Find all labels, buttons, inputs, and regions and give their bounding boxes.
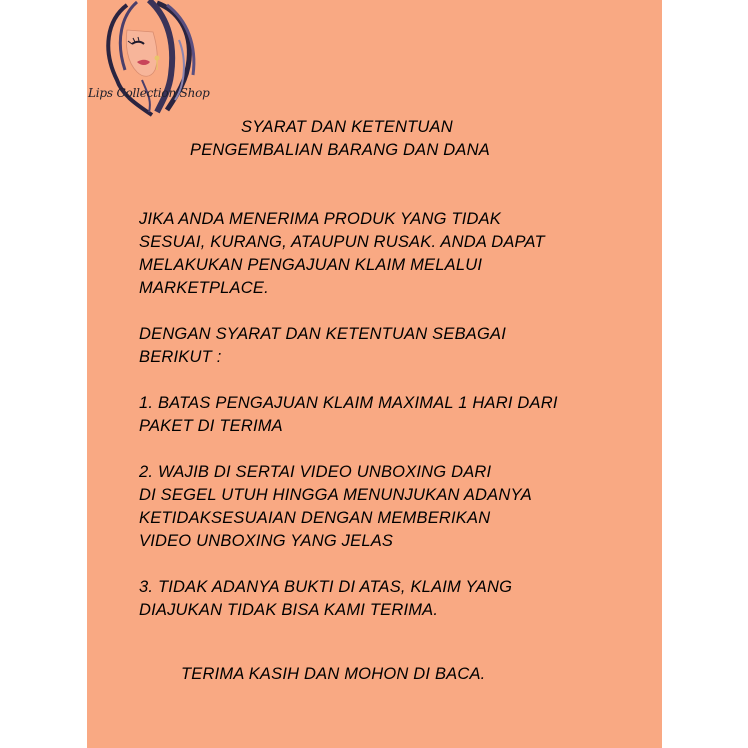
title-line-1: SYARAT DAN KETENTUAN (241, 118, 453, 136)
text-line: 3. TIDAK ADANYA BUKTI DI ATAS, KLAIM YANG (139, 578, 513, 596)
text-line: KETIDAKSESUAIAN DENGAN MEMBERIKAN (139, 509, 491, 527)
title-line-2: PENGEMBALIAN BARANG DAN DANA (190, 141, 490, 159)
text-line: DI SEGEL UTUH HINGGA MENUNJUKAN ADANYA (139, 486, 532, 504)
terms-intro-paragraph (139, 323, 659, 369)
text-line: SESUAI, KURANG, ATAUPUN RUSAK. ANDA DAPAT (139, 233, 545, 251)
text-line: PAKET DI TERIMA (139, 417, 283, 435)
spacer (139, 553, 659, 576)
text-line: DENGAN SYARAT DAN KETENTUAN SEBAGAI (139, 325, 507, 343)
text-line: 1. BATAS PENGAJUAN KLAIM MAXIMAL 1 HARI DARI (139, 394, 558, 412)
text-line: BERIKUT : (139, 348, 222, 366)
shop-name: Lips Collection Shop (88, 86, 210, 100)
text-line: MELAKUKAN PENGAJUAN KLAIM MELALUI (139, 256, 483, 274)
spacer (139, 300, 659, 323)
text-line: MARKETPLACE. (139, 279, 269, 297)
text-line: 2. WAJIB DI SERTAI VIDEO UNBOXING DARI (139, 463, 492, 481)
woman-face-logo-icon (97, 0, 207, 120)
spacer (139, 369, 659, 392)
text-line: JIKA ANDA MENERIMA PRODUK YANG TIDAK (139, 210, 502, 228)
text-line: VIDEO UNBOXING YANG JELAS (139, 532, 394, 550)
rule-3 (139, 576, 659, 622)
rule-2 (139, 461, 659, 553)
intro-paragraph (139, 208, 659, 300)
shop-logo (87, 0, 237, 130)
text-line: DIAJUKAN TIDAK BISA KAMI TERIMA. (139, 601, 439, 619)
rule-1 (139, 392, 659, 438)
policy-poster (87, 0, 662, 748)
policy-body (139, 208, 659, 622)
closing-note: TERIMA KASIH DAN MOHON DI BACA. (181, 665, 486, 683)
spacer (139, 438, 659, 461)
